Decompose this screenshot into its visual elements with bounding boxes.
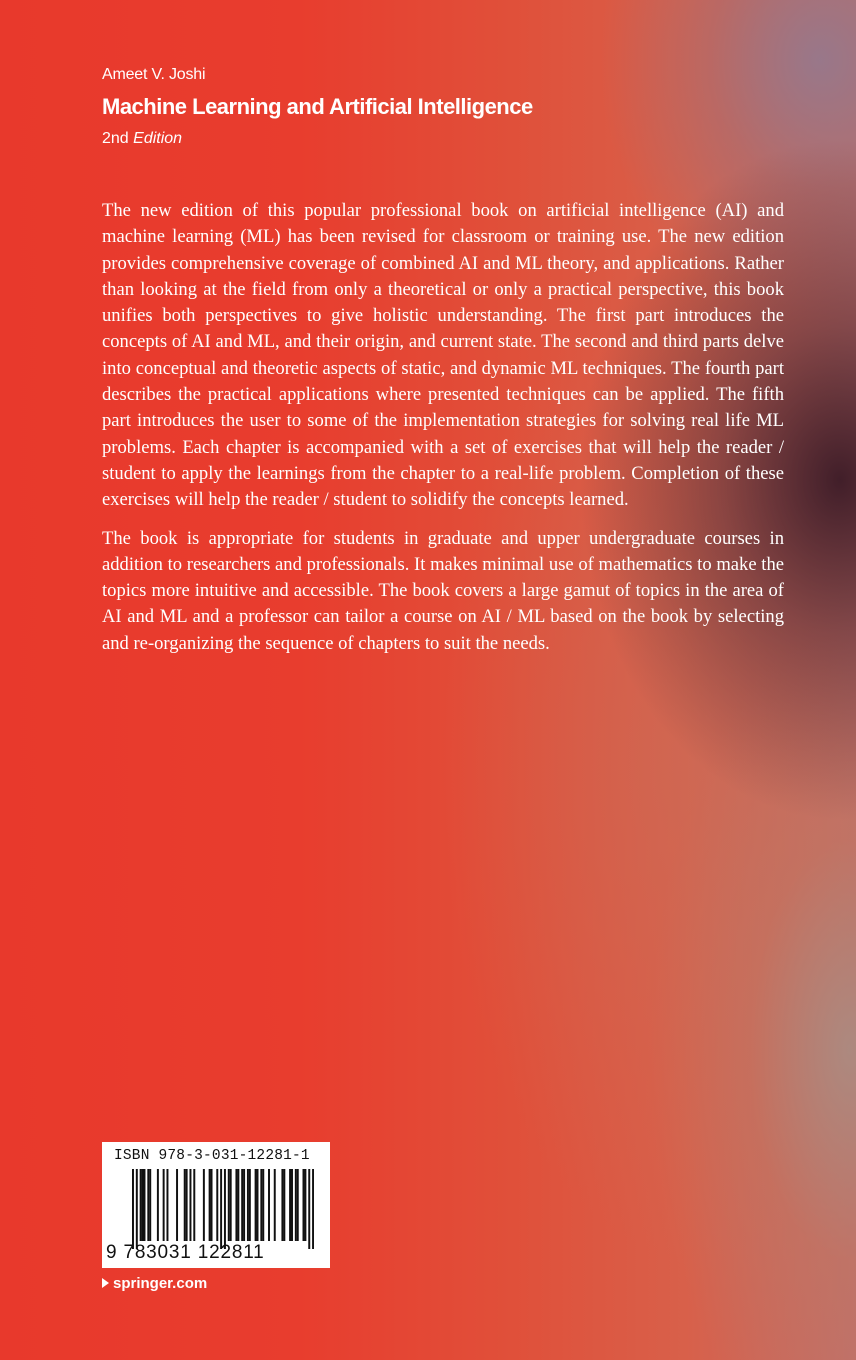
barcode-bar — [166, 1169, 168, 1241]
barcode-bar — [184, 1169, 186, 1241]
barcode-bar — [281, 1169, 283, 1241]
barcode-bar — [241, 1169, 243, 1241]
barcode-bar — [295, 1169, 297, 1241]
barcode-bar — [186, 1169, 188, 1241]
barcode-bar — [211, 1169, 213, 1241]
barcode-bar — [247, 1169, 249, 1241]
barcode-bar — [147, 1169, 149, 1241]
barcode-bar — [297, 1169, 299, 1241]
barcode-bar — [176, 1169, 178, 1241]
isbn-label: ISBN 978-3-031-12281-1 — [114, 1148, 310, 1164]
book-title: Machine Learning and Artificial Intelligence — [102, 94, 533, 119]
barcode-bar — [142, 1169, 144, 1241]
barcode-bar — [283, 1169, 285, 1241]
barcode-bar — [228, 1169, 230, 1241]
barcode-bar — [304, 1169, 306, 1241]
barcode-bar — [189, 1169, 191, 1241]
book-description — [102, 198, 784, 669]
barcode-bars — [132, 1169, 314, 1249]
barcode-bar — [216, 1169, 218, 1241]
barcode-bar — [209, 1169, 211, 1241]
barcode-bar — [243, 1169, 245, 1241]
author-name: Ameet V. Joshi — [102, 66, 206, 83]
barcode-bar — [140, 1169, 142, 1241]
isbn-barcode — [102, 1142, 330, 1268]
barcode-bar — [149, 1169, 151, 1241]
barcode-bar — [289, 1169, 291, 1241]
barcode-bar — [235, 1169, 237, 1241]
barcode-bar — [262, 1169, 264, 1241]
barcode-digits: 9 783031 122811 — [106, 1242, 265, 1263]
barcode-bar — [260, 1169, 262, 1241]
barcode-bar — [136, 1169, 138, 1249]
barcode-bar — [203, 1169, 205, 1241]
barcode-bar — [237, 1169, 239, 1241]
barcode-bar — [163, 1169, 165, 1241]
barcode-bar — [143, 1169, 145, 1241]
barcode-bar — [157, 1169, 159, 1241]
edition-label — [102, 130, 182, 148]
barcode-bar — [291, 1169, 293, 1241]
barcode-bar — [274, 1169, 276, 1241]
barcode-bar — [132, 1169, 134, 1249]
barcode-bar — [303, 1169, 305, 1241]
barcode-bar — [308, 1169, 310, 1249]
publisher-url: springer.com — [113, 1275, 208, 1292]
edition-number: 2nd — [102, 130, 129, 147]
barcode-bar — [268, 1169, 270, 1241]
barcode-bar — [230, 1169, 232, 1241]
barcode-bar — [312, 1169, 314, 1249]
barcode-bar — [255, 1169, 257, 1241]
triangle-arrow-icon — [102, 1278, 109, 1288]
description-paragraph-2: The book is appropriate for students in graduate and upper undergraduate courses in addition to researchers and professionals. It makes minimal use of mathematics to make the topics more intuitive and accessible. The book covers a large gamut of topics in the area of AI and ML and a professor can tailor a course on AI / ML based on the book by selecting and re-organizing the sequence of chapters to suit the needs. — [102, 527, 784, 654]
barcode-bar — [220, 1169, 222, 1249]
publisher-link[interactable] — [102, 1275, 207, 1292]
edition-word: Edition — [133, 130, 183, 147]
barcode-bar — [257, 1169, 259, 1241]
barcode-bar — [193, 1169, 195, 1241]
description-paragraph-1: The new edition of this popular professional book on artificial intelligence (AI) and machine learning (ML) has been revised for classroom or training use. The new edition provides comprehensive coverage of combined AI and ML theory, and applications. Rather than looking at the field from only a theoretical or only a practical perspective, this book unifies both perspectives to give holistic understanding. The first part introduces the concepts of AI and ML, and their origin, and current state. The second and third parts delve into conceptual and theoretic aspects of static, and dynamic ML techniques. The fourth part describes the practical applications where presented techniques can be applied. The fifth part introduces the user to some of the implementation strategies for solving real life ML problems. Each chapter is accompanied with a set of exercises that will help the reader / student to apply the learnings from the chapter to a real-life problem. Completion of these exercises will help the reader / student to solidify the concepts learned. — [102, 200, 784, 511]
barcode-bar — [224, 1169, 226, 1249]
barcode-bar — [249, 1169, 251, 1241]
